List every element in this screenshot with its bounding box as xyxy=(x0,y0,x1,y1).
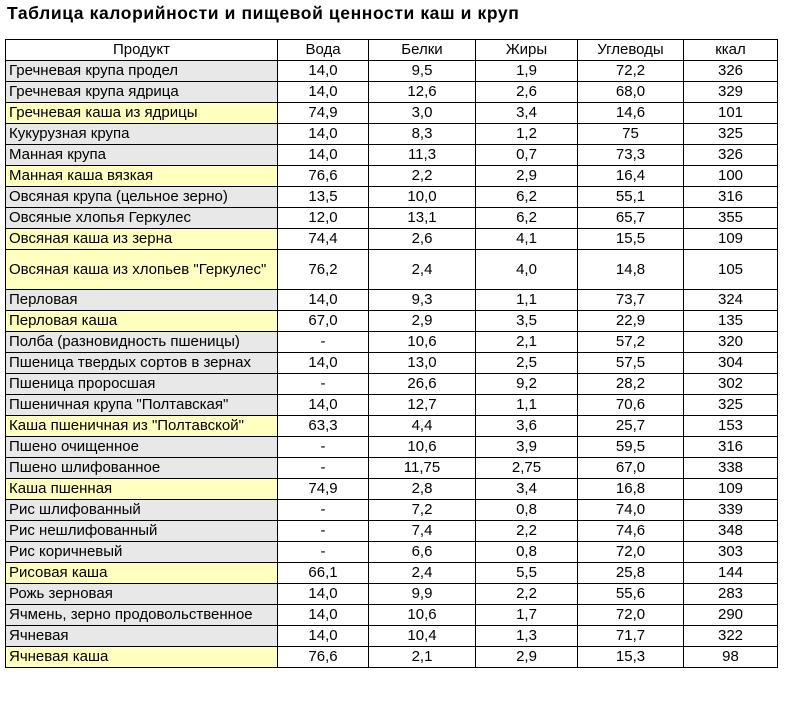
table-row xyxy=(6,626,778,647)
protein-cell: 10,6 xyxy=(369,437,476,458)
fat-cell: 2,9 xyxy=(476,647,578,668)
nutrition-table xyxy=(5,39,778,668)
table-row xyxy=(6,124,778,145)
kcal-cell: 325 xyxy=(684,124,778,145)
table-row xyxy=(6,208,778,229)
fat-cell: 3,4 xyxy=(476,479,578,500)
kcal-cell: 326 xyxy=(684,145,778,166)
protein-cell: 4,4 xyxy=(369,416,476,437)
fat-cell: 2,6 xyxy=(476,82,578,103)
water-cell: - xyxy=(278,500,369,521)
protein-cell: 2,4 xyxy=(369,563,476,584)
product-name-cell: Пшено шлифованное xyxy=(6,458,278,479)
fat-cell: 2,5 xyxy=(476,353,578,374)
carbs-cell: 71,7 xyxy=(578,626,684,647)
carbs-cell: 14,8 xyxy=(578,250,684,290)
product-name-cell: Рисовая каша xyxy=(6,563,278,584)
water-cell: 14,0 xyxy=(278,82,369,103)
protein-cell: 11,75 xyxy=(369,458,476,479)
fat-cell: 0,8 xyxy=(476,542,578,563)
table-row xyxy=(6,229,778,250)
water-cell: 66,1 xyxy=(278,563,369,584)
protein-cell: 2,9 xyxy=(369,311,476,332)
carbs-cell: 55,6 xyxy=(578,584,684,605)
product-name-cell: Манная крупа xyxy=(6,145,278,166)
kcal-cell: 339 xyxy=(684,500,778,521)
product-name-cell: Рис нешлифованный xyxy=(6,521,278,542)
product-name-cell: Ячневая каша xyxy=(6,647,278,668)
protein-cell: 26,6 xyxy=(369,374,476,395)
fat-cell: 5,5 xyxy=(476,563,578,584)
carbs-cell: 73,3 xyxy=(578,145,684,166)
fat-cell: 2,1 xyxy=(476,332,578,353)
fat-cell: 4,0 xyxy=(476,250,578,290)
carbs-cell: 16,8 xyxy=(578,479,684,500)
protein-cell: 2,8 xyxy=(369,479,476,500)
water-cell: 14,0 xyxy=(278,584,369,605)
fat-cell: 1,2 xyxy=(476,124,578,145)
table-body xyxy=(6,61,778,668)
kcal-cell: 302 xyxy=(684,374,778,395)
kcal-cell: 100 xyxy=(684,166,778,187)
kcal-cell: 109 xyxy=(684,479,778,500)
product-name-cell: Овсяная каша из зерна xyxy=(6,229,278,250)
water-cell: 14,0 xyxy=(278,626,369,647)
carbs-cell: 68,0 xyxy=(578,82,684,103)
kcal-cell: 98 xyxy=(684,647,778,668)
product-name-cell: Ячневая xyxy=(6,626,278,647)
kcal-cell: 355 xyxy=(684,208,778,229)
carbs-cell: 14,6 xyxy=(578,103,684,124)
table-row xyxy=(6,250,778,290)
product-name-cell: Гречневая крупа ядрица xyxy=(6,82,278,103)
product-name-cell: Гречневая крупа продел xyxy=(6,61,278,82)
carbs-cell: 73,7 xyxy=(578,290,684,311)
kcal-cell: 283 xyxy=(684,584,778,605)
product-name-cell: Полба (разновидность пшеницы) xyxy=(6,332,278,353)
protein-cell: 10,6 xyxy=(369,605,476,626)
protein-cell: 9,5 xyxy=(369,61,476,82)
kcal-cell: 326 xyxy=(684,61,778,82)
header-kcal: ккал xyxy=(684,40,778,61)
fat-cell: 0,7 xyxy=(476,145,578,166)
protein-cell: 13,0 xyxy=(369,353,476,374)
water-cell: 14,0 xyxy=(278,395,369,416)
water-cell: 76,6 xyxy=(278,166,369,187)
product-name-cell: Кукурузная крупа xyxy=(6,124,278,145)
product-name-cell: Рожь зерновая xyxy=(6,584,278,605)
protein-cell: 12,6 xyxy=(369,82,476,103)
carbs-cell: 72,0 xyxy=(578,605,684,626)
protein-cell: 2,6 xyxy=(369,229,476,250)
water-cell: 12,0 xyxy=(278,208,369,229)
protein-cell: 3,0 xyxy=(369,103,476,124)
water-cell: 74,9 xyxy=(278,103,369,124)
product-name-cell: Каша пшеничная из "Полтавской" xyxy=(6,416,278,437)
table-row xyxy=(6,353,778,374)
product-name-cell: Пшено очищенное xyxy=(6,437,278,458)
table-row xyxy=(6,563,778,584)
kcal-cell: 304 xyxy=(684,353,778,374)
carbs-cell: 25,7 xyxy=(578,416,684,437)
carbs-cell: 57,5 xyxy=(578,353,684,374)
protein-cell: 10,6 xyxy=(369,332,476,353)
kcal-cell: 316 xyxy=(684,187,778,208)
product-name-cell: Овсяная крупа (цельное зерно) xyxy=(6,187,278,208)
fat-cell: 2,2 xyxy=(476,584,578,605)
product-name-cell: Манная каша вязкая xyxy=(6,166,278,187)
table-row xyxy=(6,311,778,332)
protein-cell: 7,2 xyxy=(369,500,476,521)
table-row xyxy=(6,395,778,416)
fat-cell: 2,75 xyxy=(476,458,578,479)
fat-cell: 3,4 xyxy=(476,103,578,124)
kcal-cell: 290 xyxy=(684,605,778,626)
carbs-cell: 55,1 xyxy=(578,187,684,208)
table-row xyxy=(6,647,778,668)
kcal-cell: 153 xyxy=(684,416,778,437)
kcal-cell: 320 xyxy=(684,332,778,353)
water-cell: 76,2 xyxy=(278,250,369,290)
carbs-cell: 15,3 xyxy=(578,647,684,668)
product-name-cell: Перловая xyxy=(6,290,278,311)
water-cell: 14,0 xyxy=(278,353,369,374)
water-cell: - xyxy=(278,458,369,479)
water-cell: 13,5 xyxy=(278,187,369,208)
fat-cell: 1,1 xyxy=(476,395,578,416)
carbs-cell: 16,4 xyxy=(578,166,684,187)
table-row xyxy=(6,61,778,82)
table-row xyxy=(6,82,778,103)
table-row xyxy=(6,374,778,395)
carbs-cell: 70,6 xyxy=(578,395,684,416)
protein-cell: 2,2 xyxy=(369,166,476,187)
water-cell: 74,9 xyxy=(278,479,369,500)
fat-cell: 3,9 xyxy=(476,437,578,458)
carbs-cell: 25,8 xyxy=(578,563,684,584)
water-cell: 76,6 xyxy=(278,647,369,668)
protein-cell: 2,4 xyxy=(369,250,476,290)
table-row xyxy=(6,290,778,311)
water-cell: - xyxy=(278,437,369,458)
kcal-cell: 135 xyxy=(684,311,778,332)
kcal-cell: 316 xyxy=(684,437,778,458)
protein-cell: 11,3 xyxy=(369,145,476,166)
carbs-cell: 57,2 xyxy=(578,332,684,353)
carbs-cell: 74,0 xyxy=(578,500,684,521)
header-fat: Жиры xyxy=(476,40,578,61)
protein-cell: 2,1 xyxy=(369,647,476,668)
product-name-cell: Овсяные хлопья Геркулес xyxy=(6,208,278,229)
product-name-cell: Рис шлифованный xyxy=(6,500,278,521)
table-row xyxy=(6,605,778,626)
water-cell: - xyxy=(278,374,369,395)
water-cell: 14,0 xyxy=(278,605,369,626)
table-row xyxy=(6,521,778,542)
table-row xyxy=(6,103,778,124)
kcal-cell: 338 xyxy=(684,458,778,479)
protein-cell: 10,0 xyxy=(369,187,476,208)
table-row xyxy=(6,187,778,208)
protein-cell: 8,3 xyxy=(369,124,476,145)
fat-cell: 2,2 xyxy=(476,521,578,542)
header-carbs: Углеводы xyxy=(578,40,684,61)
table-row xyxy=(6,332,778,353)
carbs-cell: 22,9 xyxy=(578,311,684,332)
kcal-cell: 105 xyxy=(684,250,778,290)
carbs-cell: 72,0 xyxy=(578,542,684,563)
product-name-cell: Перловая каша xyxy=(6,311,278,332)
carbs-cell: 28,2 xyxy=(578,374,684,395)
product-name-cell: Овсяная каша из хлопьев "Геркулес" xyxy=(6,250,278,290)
table-row xyxy=(6,479,778,500)
product-name-cell: Рис коричневый xyxy=(6,542,278,563)
water-cell: 74,4 xyxy=(278,229,369,250)
carbs-cell: 67,0 xyxy=(578,458,684,479)
carbs-cell: 75 xyxy=(578,124,684,145)
kcal-cell: 325 xyxy=(684,395,778,416)
table-row xyxy=(6,145,778,166)
kcal-cell: 329 xyxy=(684,82,778,103)
fat-cell: 6,2 xyxy=(476,187,578,208)
table-row xyxy=(6,584,778,605)
protein-cell: 7,4 xyxy=(369,521,476,542)
product-name-cell: Ячмень, зерно продовольственное xyxy=(6,605,278,626)
fat-cell: 6,2 xyxy=(476,208,578,229)
table-row xyxy=(6,437,778,458)
water-cell: - xyxy=(278,521,369,542)
protein-cell: 13,1 xyxy=(369,208,476,229)
fat-cell: 4,1 xyxy=(476,229,578,250)
carbs-cell: 74,6 xyxy=(578,521,684,542)
fat-cell: 3,6 xyxy=(476,416,578,437)
water-cell: 14,0 xyxy=(278,61,369,82)
fat-cell: 9,2 xyxy=(476,374,578,395)
water-cell: 14,0 xyxy=(278,290,369,311)
kcal-cell: 303 xyxy=(684,542,778,563)
page-title: Таблица калорийности и пищевой ценности каш и круп xyxy=(7,3,520,23)
product-name-cell: Каша пшенная xyxy=(6,479,278,500)
protein-cell: 6,6 xyxy=(369,542,476,563)
product-name-cell: Гречневая каша из ядрицы xyxy=(6,103,278,124)
water-cell: - xyxy=(278,542,369,563)
product-name-cell: Пшеница проросшая xyxy=(6,374,278,395)
water-cell: 14,0 xyxy=(278,124,369,145)
protein-cell: 9,9 xyxy=(369,584,476,605)
fat-cell: 2,9 xyxy=(476,166,578,187)
table-row xyxy=(6,166,778,187)
water-cell: 67,0 xyxy=(278,311,369,332)
kcal-cell: 109 xyxy=(684,229,778,250)
fat-cell: 1,9 xyxy=(476,61,578,82)
fat-cell: 0,8 xyxy=(476,500,578,521)
carbs-cell: 72,2 xyxy=(578,61,684,82)
table-row xyxy=(6,458,778,479)
protein-cell: 9,3 xyxy=(369,290,476,311)
kcal-cell: 324 xyxy=(684,290,778,311)
carbs-cell: 59,5 xyxy=(578,437,684,458)
table-row xyxy=(6,542,778,563)
header-product: Продукт xyxy=(6,40,278,61)
header-water: Вода xyxy=(278,40,369,61)
water-cell: 63,3 xyxy=(278,416,369,437)
protein-cell: 10,4 xyxy=(369,626,476,647)
water-cell: - xyxy=(278,332,369,353)
kcal-cell: 322 xyxy=(684,626,778,647)
product-name-cell: Пшеница твердых сортов в зернах xyxy=(6,353,278,374)
fat-cell: 1,3 xyxy=(476,626,578,647)
protein-cell: 12,7 xyxy=(369,395,476,416)
kcal-cell: 348 xyxy=(684,521,778,542)
kcal-cell: 144 xyxy=(684,563,778,584)
kcal-cell: 101 xyxy=(684,103,778,124)
header-protein: Белки xyxy=(369,40,476,61)
carbs-cell: 15,5 xyxy=(578,229,684,250)
product-name-cell: Пшеничная крупа "Полтавская" xyxy=(6,395,278,416)
table-row xyxy=(6,500,778,521)
fat-cell: 1,1 xyxy=(476,290,578,311)
header-row xyxy=(6,40,778,61)
carbs-cell: 65,7 xyxy=(578,208,684,229)
fat-cell: 1,7 xyxy=(476,605,578,626)
water-cell: 14,0 xyxy=(278,145,369,166)
fat-cell: 3,5 xyxy=(476,311,578,332)
table-row xyxy=(6,416,778,437)
